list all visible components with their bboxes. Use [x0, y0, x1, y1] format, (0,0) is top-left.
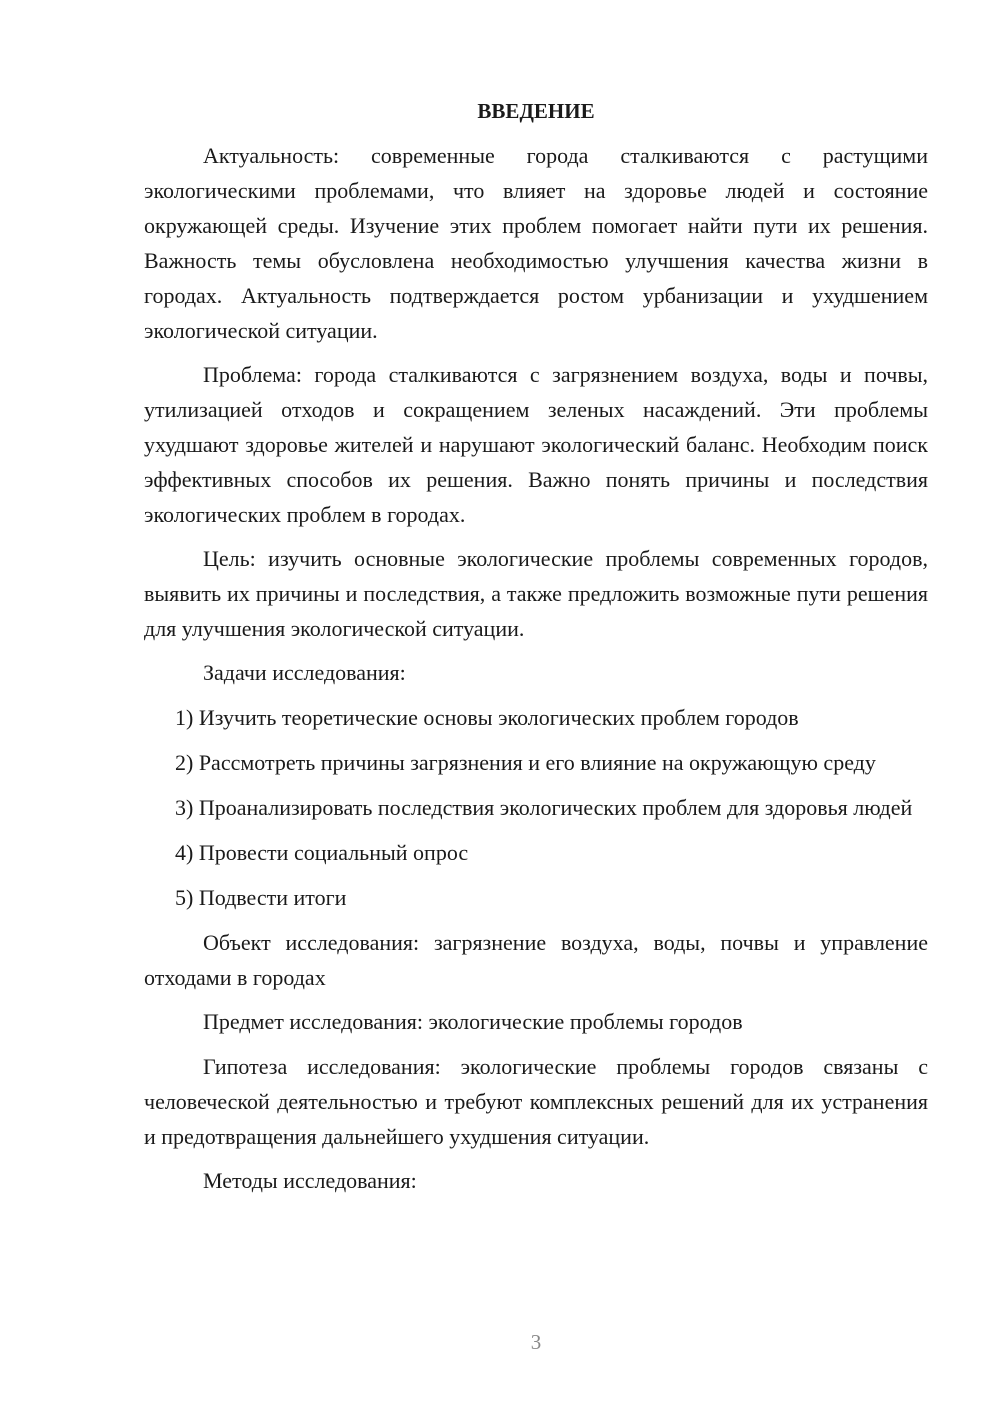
- relevance-paragraph: Актуальность: современные города сталкиваются с растущими экологическими проблемами, что влияет на здоровье людей и состояние окружающей среды. Изучение этих проблем помогает найти пути их решения. Важность темы обусловлена необходимостью улучшения качества жизни в городах. Актуальность подтверждается ростом урбанизации и ухудшением экологической ситуации.: [144, 143, 928, 343]
- document-page: [144, 94, 928, 1208]
- hypothesis-paragraph: Гипотеза исследования: экологические проблемы городов связаны с человеческой деятельностью и требуют комплексных решений для их устранения и предотвращения дальнейшего ухудшения ситуации.: [144, 1054, 928, 1149]
- methods-paragraph: Методы исследования:: [203, 1168, 417, 1193]
- task-item: 1) Изучить теоретические основы экологических проблем городов: [175, 705, 799, 730]
- task-item: 2) Рассмотреть причины загрязнения и его влияние на окружающую среду: [175, 750, 876, 775]
- task-item: 5) Подвести итоги: [175, 885, 347, 910]
- page-number: 3: [530, 1330, 542, 1354]
- task-item: 4) Провести социальный опрос: [175, 840, 469, 865]
- section-heading: ВВЕДЕНИЕ: [477, 99, 595, 123]
- task-item: 3) Проанализировать последствия экологических проблем для здоровья людей: [175, 795, 913, 820]
- subject-paragraph: Предмет исследования: экологические проблемы городов: [203, 1009, 743, 1034]
- object-paragraph: Объект исследования: загрязнение воздуха, воды, почвы и управление отходами в городах: [144, 930, 928, 990]
- problem-paragraph: Проблема: города сталкиваются с загрязнением воздуха, воды и почвы, утилизацией отходов и сокращением зеленых насаждений. Эти проблемы ухудшают здоровье жителей и нарушают экологический баланс. Необходим поиск эффективных способов их решения. Важно понять причины и последствия экологических проблем в городах.: [144, 362, 928, 527]
- goal-paragraph: Цель: изучить основные экологические проблемы современных городов, выявить их причины и последствия, а также предложить возможные пути решения для улучшения экологической ситуации.: [144, 546, 928, 641]
- tasks-intro: Задачи исследования:: [203, 660, 406, 685]
